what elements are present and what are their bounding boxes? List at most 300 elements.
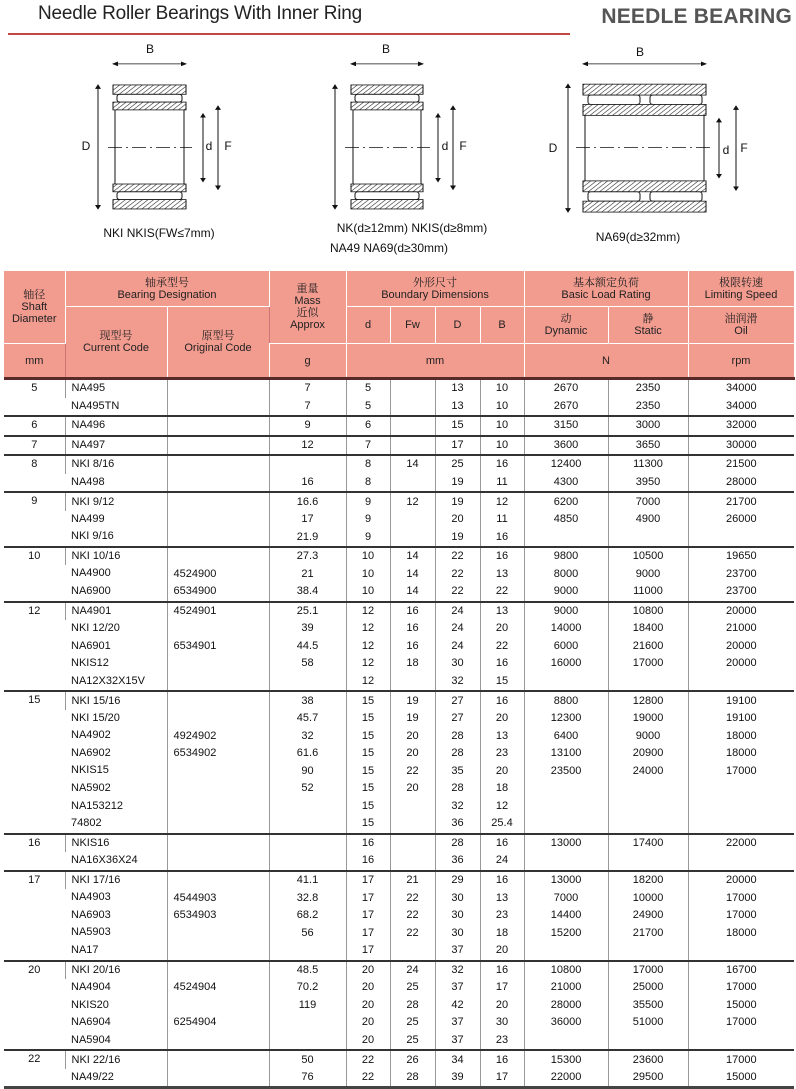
dynamic-load-cell	[524, 798, 608, 816]
width-B-cell: 23	[480, 1032, 524, 1051]
d-cell: 20	[346, 997, 390, 1015]
table-row	[4, 1032, 794, 1051]
original-code-cell	[167, 1069, 269, 1088]
original-code-cell	[167, 780, 269, 798]
fw-cell: 26	[390, 1050, 435, 1069]
original-code-cell	[167, 942, 269, 961]
d-cell: 15	[346, 691, 390, 710]
fw-cell: 28	[390, 1069, 435, 1088]
original-code-cell	[167, 961, 269, 980]
original-code-cell	[167, 398, 269, 417]
original-code-cell	[167, 1050, 269, 1069]
mass-cell: 45.7	[269, 710, 346, 728]
current-code-cell: NA6900	[71, 585, 111, 598]
speed-cell: 20000	[688, 871, 794, 890]
current-code-cell: NA5904	[71, 1033, 111, 1046]
outer-D-cell: 37	[435, 942, 480, 961]
width-B-cell: 25.4	[480, 815, 524, 834]
original-code-cell	[167, 1032, 269, 1051]
outer-D-cell: 39	[435, 1069, 480, 1088]
fw-cell: 19	[390, 710, 435, 728]
original-code-cell: 4544903	[167, 889, 269, 907]
width-B-cell: 23	[480, 745, 524, 763]
table-row	[4, 1050, 794, 1069]
label-F: F	[459, 139, 467, 153]
speed-cell: 28000	[688, 474, 794, 493]
original-code-cell: 6534903	[167, 907, 269, 925]
label-D: D	[548, 141, 558, 155]
d-cell: 15	[346, 815, 390, 834]
original-code-cell: 6534900	[167, 583, 269, 602]
static-load-cell: 25000	[608, 979, 688, 997]
current-code-cell: NKI 22/16	[65, 1050, 167, 1069]
shaft-diameter-cell: 20	[4, 961, 65, 1051]
static-load-cell: 20900	[608, 745, 688, 763]
mass-cell: 32.8	[269, 889, 346, 907]
bearing-drawing	[98, 64, 218, 209]
original-code-cell	[167, 547, 269, 566]
dynamic-load-cell: 9800	[524, 547, 608, 566]
width-B-cell: 10	[480, 379, 524, 398]
diagram-nki-nkis	[82, 42, 232, 240]
label-D: D	[81, 139, 91, 153]
width-B-cell: 17	[480, 1069, 524, 1088]
mass-cell: 38	[269, 691, 346, 710]
dynamic-load-cell: 23500	[524, 762, 608, 780]
mass-cell: 38.4	[269, 583, 346, 602]
outer-D-cell: 24	[435, 638, 480, 656]
current-code-cell: NKI 10/16	[65, 547, 167, 566]
outer-D-cell: 32	[435, 961, 480, 980]
current-code-cell: NKI 12/20	[71, 622, 120, 635]
d-cell: 20	[346, 961, 390, 980]
width-B-cell: 16	[480, 871, 524, 890]
d-cell: 5	[346, 398, 390, 417]
d-cell: 17	[346, 889, 390, 907]
current-code-cell: NA495TN	[71, 399, 120, 412]
speed-cell: 18000	[688, 745, 794, 763]
d-cell: 15	[346, 727, 390, 745]
dynamic-load-cell	[524, 1032, 608, 1051]
header-speed: 极限转速 Limiting Speed	[688, 271, 794, 307]
current-code-cell: NA17	[71, 943, 99, 956]
dynamic-load-cell: 14400	[524, 907, 608, 925]
fw-cell	[390, 416, 435, 436]
speed-cell: 20000	[688, 602, 794, 621]
static-load-cell: 23600	[608, 1050, 688, 1069]
diagram-na69	[549, 45, 748, 244]
unit-g: g	[269, 344, 346, 379]
header-fw: Fw	[390, 307, 435, 344]
table-row	[4, 673, 794, 692]
original-code-cell	[167, 620, 269, 638]
current-code-cell: NA12X32X15V	[71, 674, 145, 687]
static-load-cell	[608, 1032, 688, 1051]
speed-cell: 17000	[688, 762, 794, 780]
original-code-cell: 4524904	[167, 979, 269, 997]
table-row	[4, 997, 794, 1015]
current-code-cell: NA6901	[71, 639, 111, 652]
width-B-cell: 15	[480, 673, 524, 692]
original-code-cell	[167, 528, 269, 547]
speed-cell: 23700	[688, 565, 794, 583]
dynamic-load-cell: 2670	[524, 398, 608, 417]
mass-cell: 17	[269, 511, 346, 529]
table-row	[4, 655, 794, 673]
table-body	[4, 379, 794, 1088]
d-cell: 15	[346, 780, 390, 798]
header-oil: 油润滑 Oil	[688, 307, 794, 344]
header-dimensions: 外形尺寸 Boundary Dimensions	[346, 271, 524, 307]
current-code-cell: NKIS16	[65, 834, 167, 853]
width-B-cell: 12	[480, 798, 524, 816]
mass-cell: 61.6	[269, 745, 346, 763]
current-code-cell: NKI 9/16	[71, 530, 114, 543]
outer-D-cell: 27	[435, 691, 480, 710]
speed-cell	[688, 942, 794, 961]
table-row	[4, 416, 794, 436]
outer-D-cell: 32	[435, 673, 480, 692]
d-cell: 15	[346, 762, 390, 780]
static-load-cell: 2350	[608, 379, 688, 398]
table-row	[4, 871, 794, 890]
dynamic-load-cell: 6000	[524, 638, 608, 656]
speed-cell: 32000	[688, 416, 794, 436]
width-B-cell: 16	[480, 1050, 524, 1069]
outer-D-cell: 13	[435, 379, 480, 398]
fw-cell: 22	[390, 907, 435, 925]
width-B-cell: 18	[480, 924, 524, 942]
outer-D-cell: 19	[435, 492, 480, 511]
speed-cell	[688, 852, 794, 871]
outer-D-cell: 19	[435, 528, 480, 547]
speed-cell: 21000	[688, 620, 794, 638]
mass-cell	[269, 798, 346, 816]
static-load-cell: 10800	[608, 602, 688, 621]
static-load-cell: 9000	[608, 727, 688, 745]
fw-cell: 25	[390, 1014, 435, 1032]
fw-cell: 25	[390, 1032, 435, 1051]
fw-cell	[390, 474, 435, 493]
outer-D-cell: 35	[435, 762, 480, 780]
dynamic-load-cell	[524, 673, 608, 692]
dynamic-load-cell: 13100	[524, 745, 608, 763]
d-cell: 10	[346, 565, 390, 583]
fw-cell: 22	[390, 924, 435, 942]
width-B-cell: 16	[480, 547, 524, 566]
table-row	[4, 924, 794, 942]
d-cell: 9	[346, 511, 390, 529]
d-cell: 10	[346, 547, 390, 566]
width-B-cell: 12	[480, 492, 524, 511]
speed-cell: 17000	[688, 907, 794, 925]
outer-D-cell: 30	[435, 655, 480, 673]
static-load-cell	[608, 942, 688, 961]
header-designation: 轴承型号 Bearing Designation	[65, 271, 269, 307]
header-static: 静 Static	[608, 307, 688, 344]
label-d: d	[441, 139, 449, 153]
mass-cell: 9	[269, 416, 346, 436]
width-B-cell: 30	[480, 1014, 524, 1032]
table-row	[4, 815, 794, 834]
current-code-cell: NA4900	[71, 567, 111, 580]
width-B-cell: 20	[480, 710, 524, 728]
shaft-diameter-cell: 9	[4, 492, 65, 547]
mass-cell	[269, 834, 346, 853]
static-load-cell: 10000	[608, 889, 688, 907]
fw-cell: 22	[390, 889, 435, 907]
fw-cell: 16	[390, 602, 435, 621]
width-B-cell: 20	[480, 997, 524, 1015]
shaft-diameter-cell: 8	[4, 455, 65, 492]
bearing-diagrams	[0, 38, 796, 268]
static-load-cell: 35500	[608, 997, 688, 1015]
dynamic-load-cell: 4300	[524, 474, 608, 493]
width-B-cell: 20	[480, 762, 524, 780]
static-load-cell: 24000	[608, 762, 688, 780]
d-cell: 15	[346, 710, 390, 728]
dynamic-load-cell: 12400	[524, 455, 608, 474]
bearing-spec-table	[4, 270, 795, 1089]
speed-cell: 18000	[688, 924, 794, 942]
mass-cell: 119	[269, 997, 346, 1015]
fw-cell: 20	[390, 727, 435, 745]
width-B-cell: 16	[480, 655, 524, 673]
original-code-cell	[167, 852, 269, 871]
current-code-cell: NA6903	[71, 908, 111, 921]
fw-cell	[390, 834, 435, 853]
speed-cell: 17000	[688, 979, 794, 997]
dynamic-load-cell: 3600	[524, 436, 608, 456]
shaft-diameter-cell: 12	[4, 602, 65, 692]
table-row	[4, 762, 794, 780]
unit-rpm: rpm	[688, 344, 794, 379]
table-row	[4, 834, 794, 853]
outer-D-cell: 28	[435, 727, 480, 745]
static-load-cell: 17000	[608, 655, 688, 673]
outer-D-cell: 28	[435, 745, 480, 763]
mass-cell: 16	[269, 474, 346, 493]
current-code-cell: NA5902	[71, 782, 111, 795]
static-load-cell	[608, 780, 688, 798]
dynamic-load-cell: 4850	[524, 511, 608, 529]
dynamic-load-cell: 6400	[524, 727, 608, 745]
dynamic-load-cell: 9000	[524, 583, 608, 602]
dynamic-load-cell	[524, 852, 608, 871]
mass-cell: 21.9	[269, 528, 346, 547]
speed-cell	[688, 780, 794, 798]
d-cell: 12	[346, 602, 390, 621]
static-load-cell	[608, 528, 688, 547]
table-row	[4, 852, 794, 871]
mass-cell: 41.1	[269, 871, 346, 890]
static-load-cell: 2350	[608, 398, 688, 417]
dynamic-load-cell: 28000	[524, 997, 608, 1015]
diagram-caption: NA69(d≥32mm)	[595, 230, 681, 244]
dynamic-load-cell: 14000	[524, 620, 608, 638]
outer-D-cell: 13	[435, 398, 480, 417]
shaft-diameter-cell: 15	[4, 691, 65, 833]
table-row	[4, 436, 794, 456]
mass-cell: 48.5	[269, 961, 346, 980]
width-B-cell: 13	[480, 565, 524, 583]
d-cell: 17	[346, 942, 390, 961]
d-cell: 16	[346, 834, 390, 853]
speed-cell: 34000	[688, 398, 794, 417]
header-d: d	[346, 307, 390, 344]
fw-cell: 24	[390, 961, 435, 980]
width-B-cell: 10	[480, 436, 524, 456]
mass-cell	[269, 455, 346, 474]
original-code-cell	[167, 416, 269, 436]
outer-D-cell: 37	[435, 1014, 480, 1032]
current-code-cell: NA49/22	[71, 1070, 114, 1083]
header-dynamic: 动 Dynamic	[524, 307, 608, 344]
static-load-cell: 3950	[608, 474, 688, 493]
width-B-cell: 10	[480, 416, 524, 436]
speed-cell: 20000	[688, 638, 794, 656]
dynamic-load-cell: 36000	[524, 1014, 608, 1032]
d-cell: 7	[346, 436, 390, 456]
d-cell: 12	[346, 638, 390, 656]
outer-D-cell: 22	[435, 583, 480, 602]
current-code-cell: NKI 9/12	[65, 492, 167, 511]
static-load-cell: 21600	[608, 638, 688, 656]
original-code-cell	[167, 511, 269, 529]
mass-cell: 56	[269, 924, 346, 942]
static-load-cell: 17400	[608, 834, 688, 853]
original-code-cell: 6254904	[167, 1014, 269, 1032]
original-code-cell	[167, 762, 269, 780]
outer-D-cell: 32	[435, 798, 480, 816]
d-cell: 12	[346, 673, 390, 692]
dynamic-load-cell: 10800	[524, 961, 608, 980]
dynamic-load-cell: 8800	[524, 691, 608, 710]
outer-D-cell: 27	[435, 710, 480, 728]
d-cell: 17	[346, 907, 390, 925]
dynamic-load-cell: 2670	[524, 379, 608, 398]
fw-cell: 16	[390, 638, 435, 656]
speed-cell: 21500	[688, 455, 794, 474]
outer-D-cell: 37	[435, 979, 480, 997]
diagram-caption: NKI NKIS(FW≤7mm)	[103, 226, 215, 240]
original-code-cell	[167, 997, 269, 1015]
current-code-cell: NA498	[71, 475, 105, 488]
current-code-cell: NKI 8/16	[65, 455, 167, 474]
unit-mm-shaft: mm	[4, 344, 65, 379]
speed-cell: 15000	[688, 997, 794, 1015]
outer-D-cell: 30	[435, 907, 480, 925]
speed-cell: 17000	[688, 1050, 794, 1069]
d-cell: 12	[346, 655, 390, 673]
speed-cell: 23700	[688, 583, 794, 602]
mass-cell	[269, 815, 346, 834]
mass-cell: 32	[269, 727, 346, 745]
bearing-drawing	[335, 64, 453, 209]
speed-cell: 26000	[688, 511, 794, 529]
mass-cell: 7	[269, 398, 346, 417]
static-load-cell: 21700	[608, 924, 688, 942]
fw-cell	[390, 398, 435, 417]
outer-D-cell: 24	[435, 620, 480, 638]
shaft-diameter-cell: 16	[4, 834, 65, 871]
header-current-code: 现型号 Current Code	[65, 307, 167, 379]
current-code-cell: NKIS12	[71, 657, 109, 670]
current-code-cell: NA16X36X24	[71, 854, 138, 867]
width-B-cell: 20	[480, 620, 524, 638]
original-code-cell	[167, 379, 269, 398]
dynamic-load-cell: 22000	[524, 1069, 608, 1088]
d-cell: 15	[346, 798, 390, 816]
label-B: B	[381, 42, 391, 56]
diagram-caption-2: NA49 NA69(d≥30mm)	[330, 241, 448, 255]
dynamic-load-cell: 15300	[524, 1050, 608, 1069]
mass-cell: 90	[269, 762, 346, 780]
outer-D-cell: 30	[435, 889, 480, 907]
mass-cell	[269, 852, 346, 871]
d-cell: 9	[346, 492, 390, 511]
table-row	[4, 780, 794, 798]
table-row	[4, 979, 794, 997]
width-B-cell: 10	[480, 398, 524, 417]
speed-cell	[688, 1032, 794, 1051]
mass-cell: 7	[269, 379, 346, 398]
fw-cell	[390, 942, 435, 961]
mass-cell: 70.2	[269, 979, 346, 997]
outer-D-cell: 37	[435, 1032, 480, 1051]
outer-D-cell: 28	[435, 834, 480, 853]
width-B-cell: 16	[480, 691, 524, 710]
static-load-cell: 3650	[608, 436, 688, 456]
speed-cell: 22000	[688, 834, 794, 853]
dynamic-load-cell	[524, 815, 608, 834]
unit-mm-dims: mm	[346, 344, 524, 379]
static-load-cell: 4900	[608, 511, 688, 529]
outer-D-cell: 22	[435, 547, 480, 566]
width-B-cell: 13	[480, 602, 524, 621]
table-row	[4, 565, 794, 583]
width-B-cell: 17	[480, 979, 524, 997]
speed-cell	[688, 673, 794, 692]
header-shaft: 轴径 Shaft Diameter	[4, 271, 65, 344]
current-code-cell: NA496	[65, 416, 167, 436]
dynamic-load-cell	[524, 942, 608, 961]
current-code-cell: NA497	[65, 436, 167, 456]
dynamic-load-cell: 13000	[524, 871, 608, 890]
d-cell: 8	[346, 474, 390, 493]
table-row	[4, 398, 794, 417]
width-B-cell: 24	[480, 852, 524, 871]
fw-cell: 18	[390, 655, 435, 673]
static-load-cell: 18400	[608, 620, 688, 638]
shaft-diameter-cell: 10	[4, 547, 65, 602]
width-B-cell: 11	[480, 511, 524, 529]
table-row	[4, 583, 794, 602]
d-cell: 20	[346, 1032, 390, 1051]
speed-cell: 30000	[688, 436, 794, 456]
speed-cell: 34000	[688, 379, 794, 398]
page-title: Needle Roller Bearings With Inner Ring	[38, 3, 363, 24]
label-F: F	[740, 141, 748, 155]
current-code-cell: NA5903	[71, 926, 111, 939]
table-row	[4, 691, 794, 710]
fw-cell: 20	[390, 745, 435, 763]
mass-cell: 50	[269, 1050, 346, 1069]
dynamic-load-cell: 16000	[524, 655, 608, 673]
static-load-cell	[608, 798, 688, 816]
table-row	[4, 1014, 794, 1032]
d-cell: 22	[346, 1069, 390, 1088]
